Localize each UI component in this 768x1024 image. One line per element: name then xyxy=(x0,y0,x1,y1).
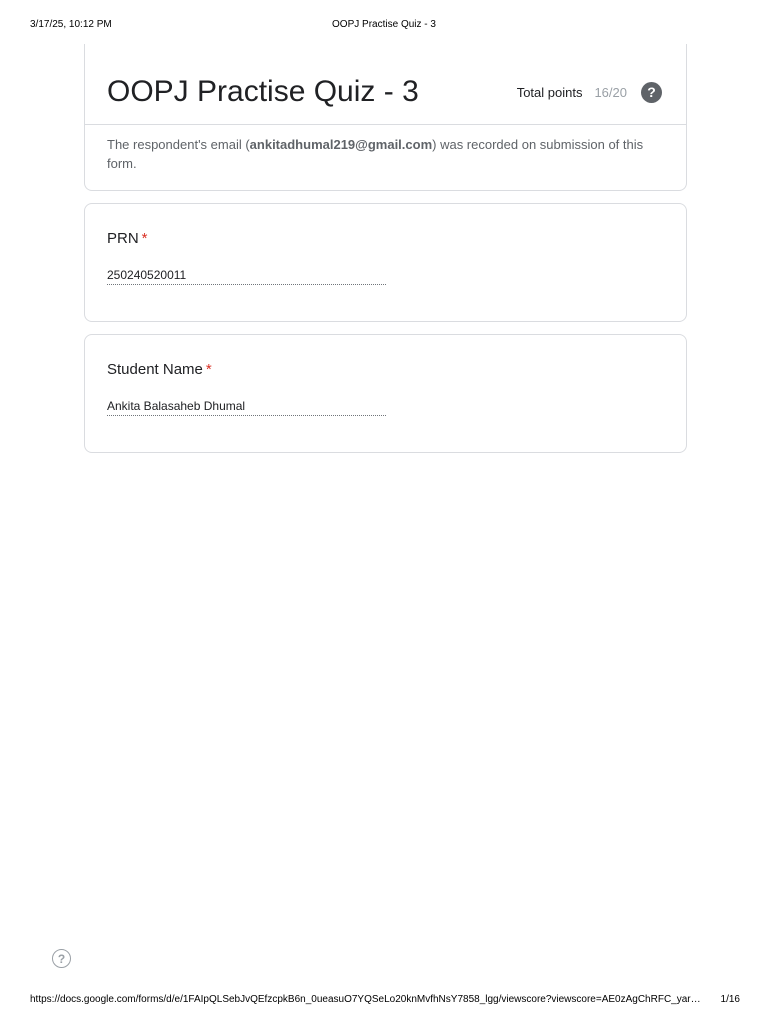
help-circle-icon[interactable]: ? xyxy=(52,949,71,968)
email-note-suffix: ) was recorded on submission of this form. xyxy=(107,137,644,171)
print-datetime: 3/17/25, 10:12 PM xyxy=(30,19,112,30)
total-points-label: Total points xyxy=(516,84,583,100)
answer-text: 250240520011 xyxy=(107,267,386,285)
print-doc-title: OOPJ Practise Quiz - 3 xyxy=(332,19,436,30)
required-asterisk: * xyxy=(205,361,212,378)
print-footer xyxy=(30,994,740,1008)
total-points-value: 16/20 xyxy=(594,84,627,100)
email-recorded-note xyxy=(107,135,664,173)
title-row xyxy=(85,44,686,125)
question-label-text: Student Name xyxy=(107,361,203,378)
question-label-text: PRN xyxy=(107,230,139,247)
required-asterisk: * xyxy=(141,230,148,247)
print-url: https://docs.google.com/forms/d/e/1FAIpQLSebJvQEfzcpkB6n_0ueasuO7YQSeLo20knMvfhNsY7858_lgg/viewscore?viewscore=AE0zAgChRFC_yar… xyxy=(30,994,701,1005)
email-note-prefix: The respondent's email ( xyxy=(107,137,250,152)
question-card-student-name xyxy=(84,334,687,453)
form-header-card xyxy=(84,44,687,191)
print-page-number: 1/16 xyxy=(720,994,740,1005)
respondent-email: ankitadhumal219@gmail.com xyxy=(249,137,433,152)
question-label xyxy=(107,361,212,378)
question-label xyxy=(107,230,148,247)
print-header xyxy=(30,19,738,33)
form-title: OOPJ Practise Quiz - 3 xyxy=(107,75,419,108)
help-icon[interactable]: ? xyxy=(641,82,662,103)
total-points xyxy=(517,80,662,104)
answer-text: Ankita Balasaheb Dhumal xyxy=(107,398,386,416)
question-card-prn xyxy=(84,203,687,322)
